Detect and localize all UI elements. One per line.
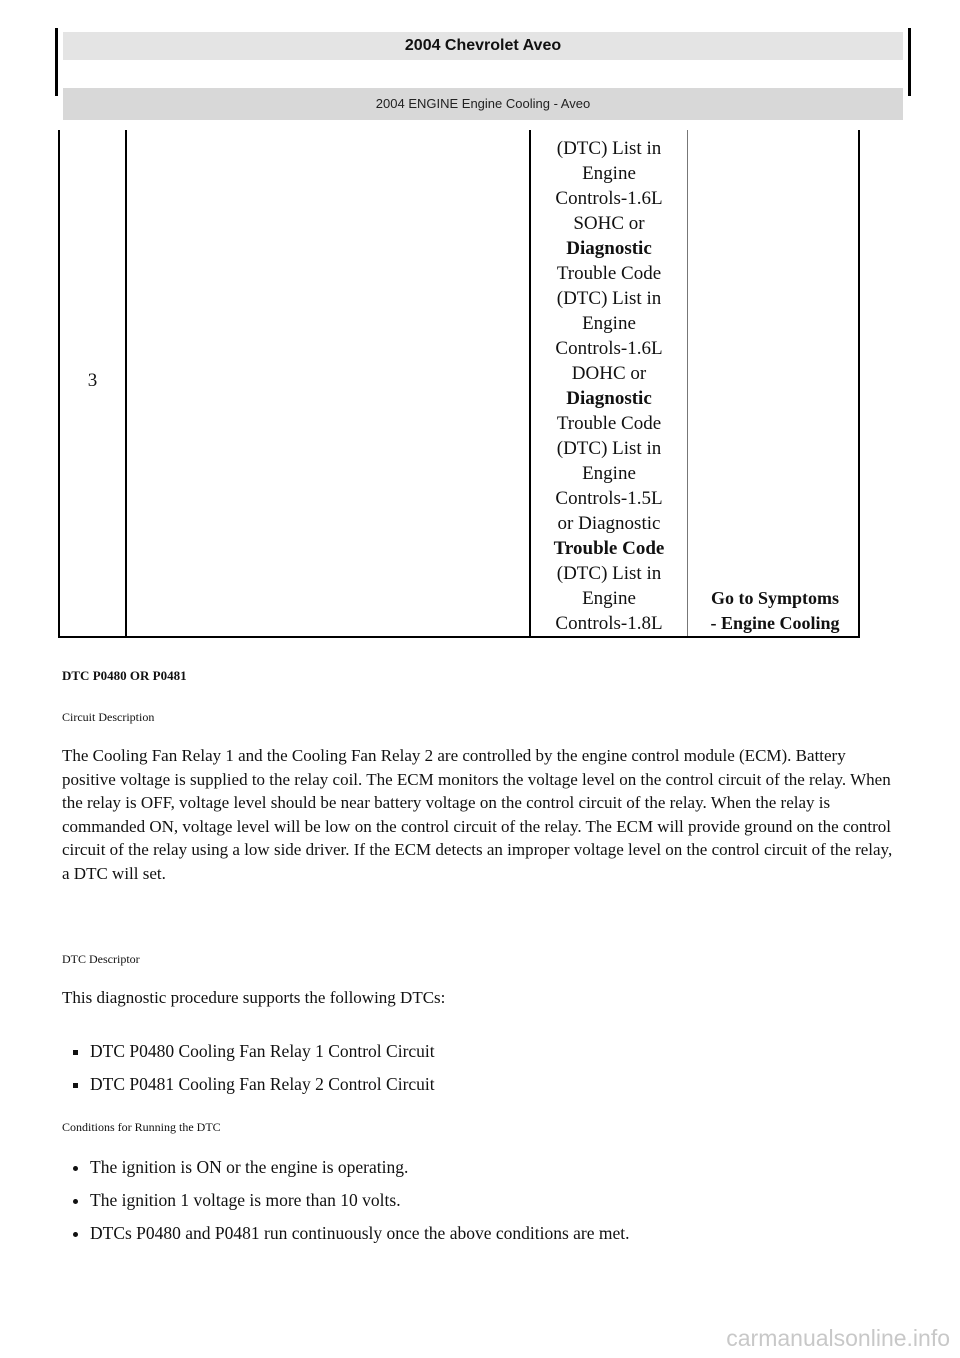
list-item: • The ignition is ON or the engine is operating. [90,1156,910,1178]
action-line: (DTC) List in [556,438,662,459]
dtc-descriptor-intro: This diagnostic procedure supports the following DTCs: [62,988,446,1007]
action-line: Engine [582,313,636,334]
action-line: (DTC) List in [556,288,662,309]
watermark: carmanualsonline.info [726,1325,950,1351]
action-line: Trouble Code [556,263,662,284]
table-column-divider [687,130,688,636]
action-line: Trouble Code [553,538,665,559]
action-line: Controls-1.5L [555,488,663,509]
table-column-divider [125,130,127,636]
action-line: Controls-1.6L [555,188,663,209]
list-item: ▪ DTC P0480 Cooling Fan Relay 1 Control Circuit [90,1040,910,1062]
conditions-list [62,1156,910,1255]
no-column-line: Go to Symptoms [710,588,839,608]
action-line: Engine [582,588,636,609]
list-item: • The ignition 1 voltage is more than 10 volts. [90,1189,910,1211]
circuit-description-text: The Cooling Fan Relay 1 and the Cooling Fan Relay 2 are controlled by the engine control module (ECM). Battery positive voltage is supplied to the relay coil. The ECM monitors the voltage level on the control circuit of the relay. When the relay is OFF, voltage level should be near battery voltage on the control circuit of the relay. When the relay is commanded ON, voltage level will be low on the control circuit of the relay. The ECM will provide ground on the control circuit of the relay using a low side driver. If the ECM detects an improper voltage level on the control circuit of the relay, a DTC will set. [62,746,893,883]
dtc-descriptor-list [62,1040,910,1106]
header-title: 2004 Chevrolet Aveo [63,32,903,60]
page-header [55,28,911,111]
action-line: or Diagnostic [557,513,661,534]
no-column-cell [690,586,860,636]
action-line: (DTC) List in [556,138,662,159]
dtc-heading: DTC P0480 OR P0481 [62,668,187,683]
action-line: (DTC) List in [556,563,662,584]
conditions-heading: Conditions for Running the DTC [62,1120,221,1134]
no-column-line: - Engine Cooling [710,613,840,633]
step-number: 3 [87,370,98,391]
action-line: Engine [582,163,636,184]
action-line: DOHC or [571,363,647,384]
diagnostic-table [58,130,860,638]
action-line: SOHC or [573,213,645,234]
dtc-descriptor-heading: DTC Descriptor [62,952,140,966]
action-line: Controls-1.8L [555,613,663,634]
action-line: Controls-1.6L [555,338,663,359]
header-subtitle: 2004 ENGINE Engine Cooling - Aveo [63,88,903,120]
action-line: Diagnostic [566,238,652,259]
action-cell [531,136,687,636]
action-line: Trouble Code [556,413,662,434]
circuit-description-heading: Circuit Description [62,710,155,724]
action-line: Diagnostic [566,388,652,409]
list-item: • DTCs P0480 and P0481 run continuously once the above conditions are met. [90,1222,910,1244]
action-line: Engine [582,463,636,484]
list-item: ▪ DTC P0481 Cooling Fan Relay 2 Control Circuit [90,1073,910,1095]
